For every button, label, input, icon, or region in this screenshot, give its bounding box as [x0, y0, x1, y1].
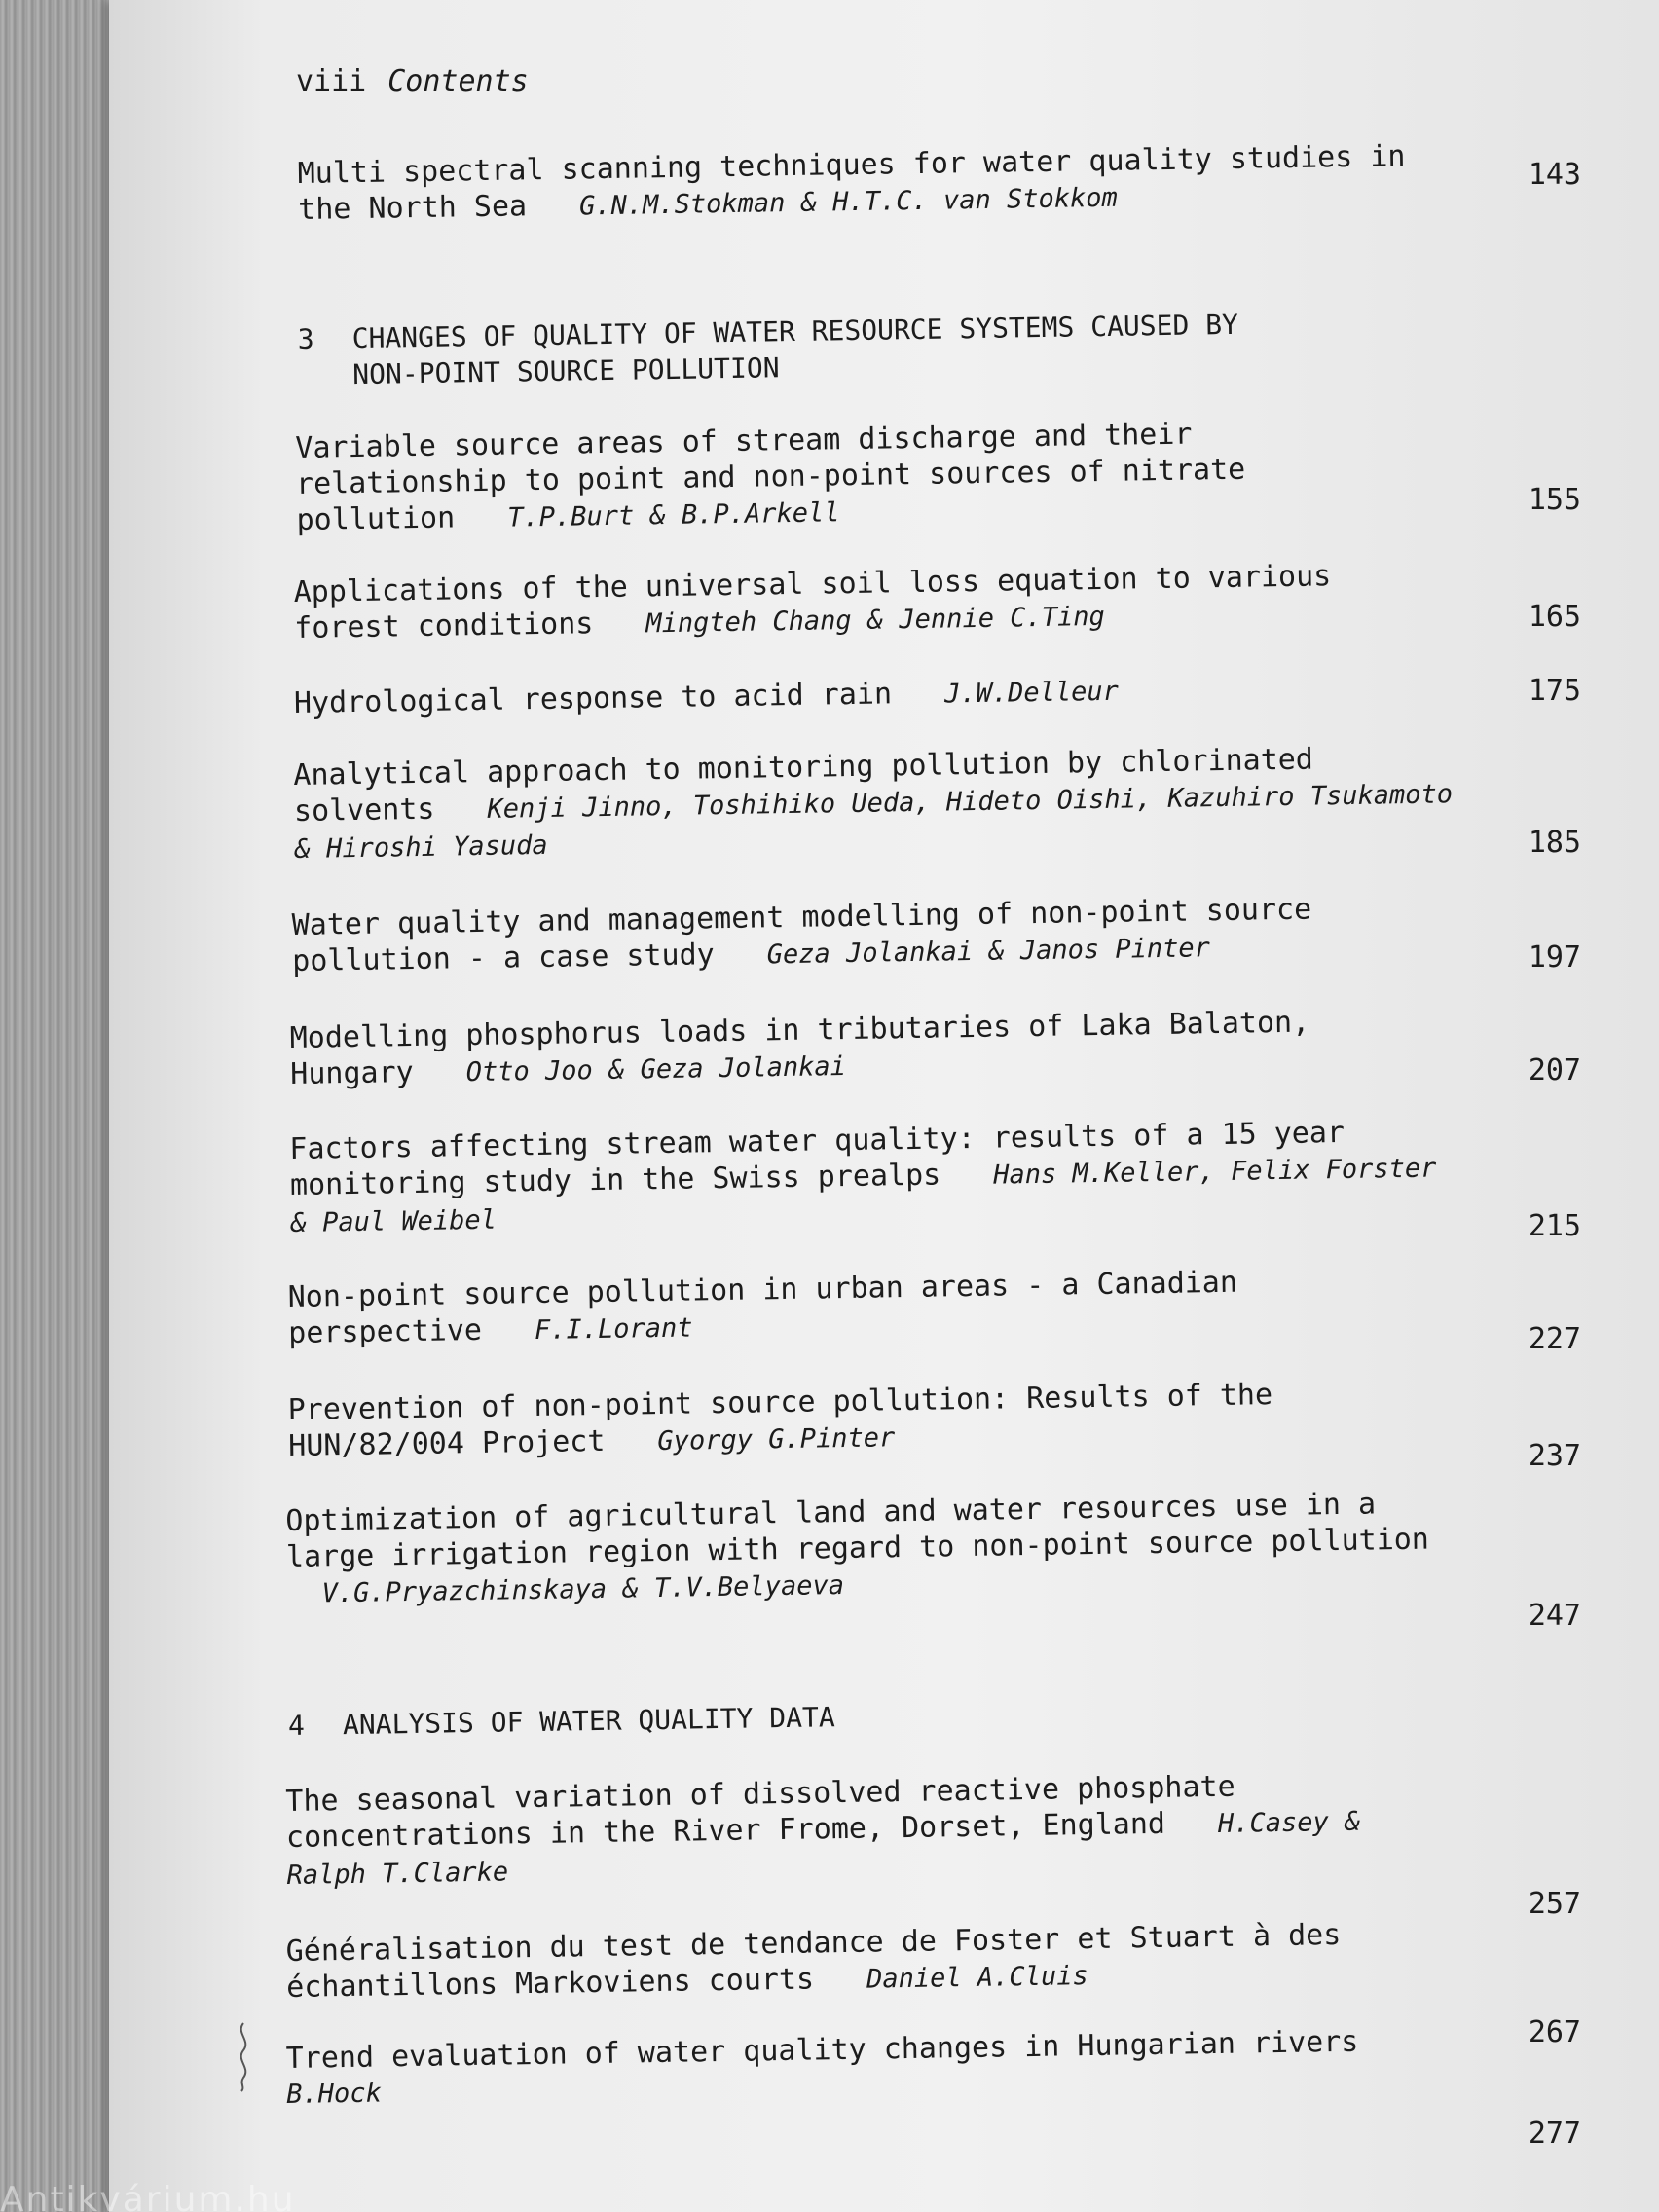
page-label: viii: [296, 64, 367, 98]
entry-authors: V.G.Pryazchinskaya & T.V.Belyaeva: [321, 1570, 845, 1609]
entry-page-number: 247: [1528, 1599, 1581, 1633]
entry-page-number: 175: [1528, 674, 1581, 708]
entry-page-number: 215: [1528, 1209, 1581, 1243]
header-title: Contents: [387, 64, 529, 98]
entry-authors: B.Hock: [286, 2078, 383, 2110]
entry-title: Hydrological response to acid rain: [293, 677, 893, 720]
entry-title: Variable source areas of stream discharge and their relationship to point and non-point sources of nitrate pollution: [295, 417, 1246, 537]
entry-title: Prevention of non-point source pollution: Results of the HUN/82/004 Project: [287, 1378, 1273, 1463]
entry-authors: Mingteh Chang & Jennie C.Ting: [645, 601, 1105, 640]
entry-title: Analytical approach to monitoring pollution by chlorinated solvents: [293, 742, 1314, 829]
entry-title: Non-point source pollution in urban areas - a Canadian perspective: [287, 1265, 1238, 1350]
toc-entry: [0, 1115, 1659, 1266]
entry-page-number: 227: [1528, 1322, 1581, 1356]
entry-authors: Daniel A.Cluis: [866, 1961, 1088, 1995]
section-title-line1: CHANGES OF QUALITY OF WATER RESOURCE SYSTEMS CAUSED BY: [351, 308, 1239, 355]
entry-authors: Kenji Jinno, Toshihiko Ueda, Hideto Oishi, Kazuhiro Tsukamoto & Hiroshi Yasuda: [294, 779, 1454, 865]
page-header: [296, 64, 529, 98]
entry-page-number: 267: [1528, 2015, 1581, 2049]
entry-page-number: 277: [1528, 2117, 1581, 2151]
entry-page-number: 197: [1528, 940, 1581, 975]
entry-title: Optimization of agricultural land and water resources use in a large irrigation region with regard to non-point source pollution: [285, 1487, 1430, 1574]
toc-entry: [0, 742, 1659, 892]
entry-page-number: 257: [1528, 1887, 1581, 1921]
entry-title: Multi spectral scanning techniques for water quality studies in the North Sea: [297, 139, 1406, 227]
entry-title: Factors affecting stream water quality: results of a 15 year monitoring study in the Swiss prealps: [289, 1115, 1346, 1202]
entry-title: Applications of the universal soil loss equation to various forest conditions: [293, 559, 1332, 645]
entry-authors: Hans M.Keller, Felix Forster & Paul Weibel: [290, 1153, 1437, 1238]
section-title-line2: NON-POINT SOURCE POLLUTION: [352, 351, 780, 391]
entry-authors: T.P.Burt & B.P.Arkell: [506, 498, 840, 534]
entry-authors: H.Casey & Ralph T.Clarke: [286, 1806, 1361, 1891]
entry-page-number: 155: [1528, 483, 1581, 517]
toc-entry: [0, 1769, 1659, 1921]
entry-title: Trend evaluation of water quality changes in Hungarian rivers: [285, 2024, 1359, 2076]
entry-page-number: 237: [1528, 1439, 1581, 1473]
entry-authors: Otto Joo & Geza Jolankai: [465, 1051, 847, 1088]
entry-page-number: 207: [1528, 1053, 1581, 1088]
entry-page-number: 185: [1528, 826, 1581, 860]
entry-authors: J.W.Delleur: [943, 676, 1120, 710]
entry-authors: Gyorgy G.Pinter: [657, 1422, 896, 1457]
entry-authors: G.N.M.Stokman & H.T.C. van Stokkom: [578, 182, 1119, 222]
entry-title: Modelling phosphorus loads in tributaries of Laka Balaton, Hungary: [289, 1005, 1310, 1091]
pencil-mark: [232, 2019, 255, 2093]
section-number: 3: [297, 322, 314, 356]
entry-authors: Geza Jolankai & Janos Pinter: [766, 933, 1211, 971]
section-3-heading: [297, 307, 1238, 393]
watermark: Antikvárium.hu: [0, 2180, 296, 2212]
entry-title: The seasonal variation of dissolved reactive phosphate concentrations in the River Frome, Dorset, England: [285, 1769, 1235, 1855]
section-title-line1: ANALYSIS OF WATER QUALITY DATA: [342, 1701, 835, 1742]
toc-entry: [0, 417, 1659, 565]
entry-authors: F.I.Lorant: [534, 1312, 693, 1346]
entry-page-number: 165: [1528, 600, 1581, 634]
entry-title: Water quality and management modelling of non-point source pollution - a case study: [291, 892, 1312, 978]
entry-page-number: 143: [1528, 158, 1581, 192]
toc-entry: [0, 1487, 1659, 1638]
section-number: 4: [287, 1709, 306, 1742]
entry-title: Généralisation du test de tendance de Foster et Stuart à des échantillons Markoviens courts: [285, 1917, 1342, 2005]
toc-entry: [0, 136, 1659, 273]
